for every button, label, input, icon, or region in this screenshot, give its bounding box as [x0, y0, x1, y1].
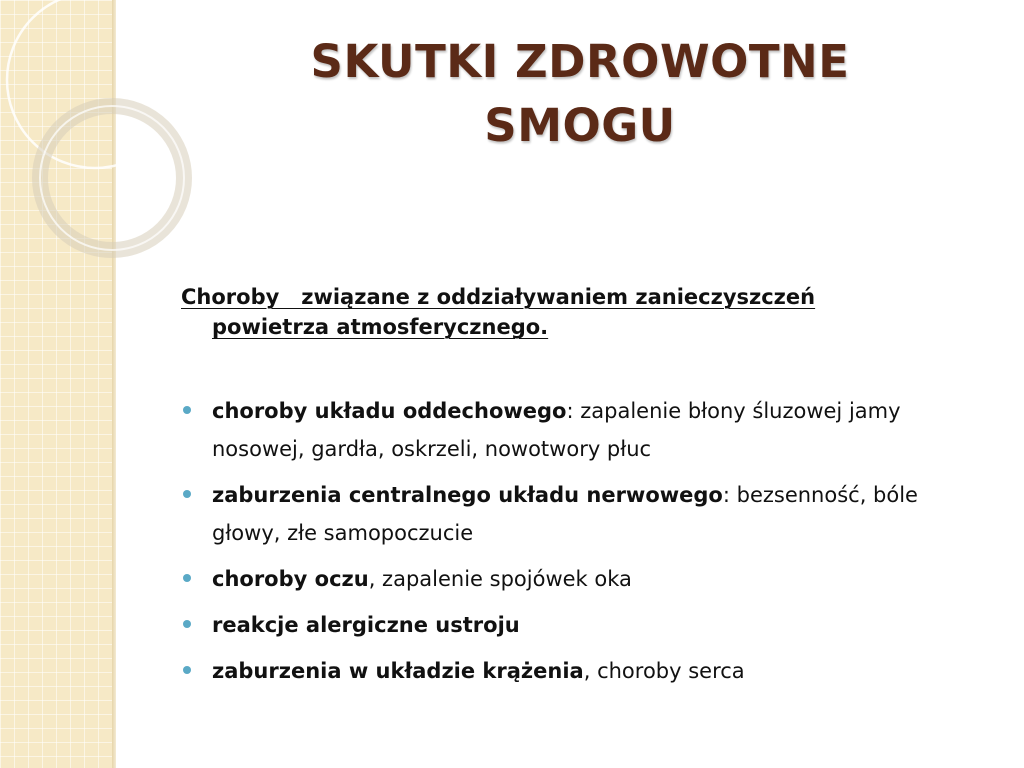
item-description: , zapalenie spojówek oka	[368, 567, 632, 591]
item-term: choroby układu oddechowego	[212, 399, 567, 423]
intro-line-1: Choroby związane z oddziaływaniem zanieczyszczeń	[181, 285, 816, 309]
intro-line-2: powietrza atmosferycznego.	[212, 315, 549, 339]
bullet-dot-icon	[183, 666, 191, 674]
list-item	[181, 392, 981, 468]
list-item	[181, 476, 981, 552]
title-line-2: SMOGU	[484, 99, 676, 152]
item-term: zaburzenia centralnego układu nerwowego	[212, 483, 723, 507]
page-title	[160, 30, 1000, 158]
bullet-dot-icon	[183, 574, 191, 582]
list-item	[181, 560, 981, 598]
bullet-dot-icon	[183, 490, 191, 498]
title-line-1: SKUTKI ZDROWOTNE	[310, 35, 850, 88]
bullet-dot-icon	[183, 406, 191, 414]
item-term: reakcje alergiczne ustroju	[212, 613, 520, 637]
intro-heading	[181, 282, 981, 342]
item-description: : zapalenie błony śluzowej jamy nosowej, gardła, oskrzeli, nowotwory płuc	[212, 399, 901, 461]
item-description: , choroby serca	[583, 659, 745, 683]
effects-list	[181, 392, 981, 698]
item-term: choroby oczu	[212, 567, 369, 591]
list-item	[181, 606, 981, 644]
list-item	[181, 652, 981, 690]
item-description: : bezsenność, bóle głowy, złe samopoczucie	[212, 483, 918, 545]
item-term: zaburzenia w układzie krążenia	[212, 659, 584, 683]
bullet-dot-icon	[183, 620, 191, 628]
